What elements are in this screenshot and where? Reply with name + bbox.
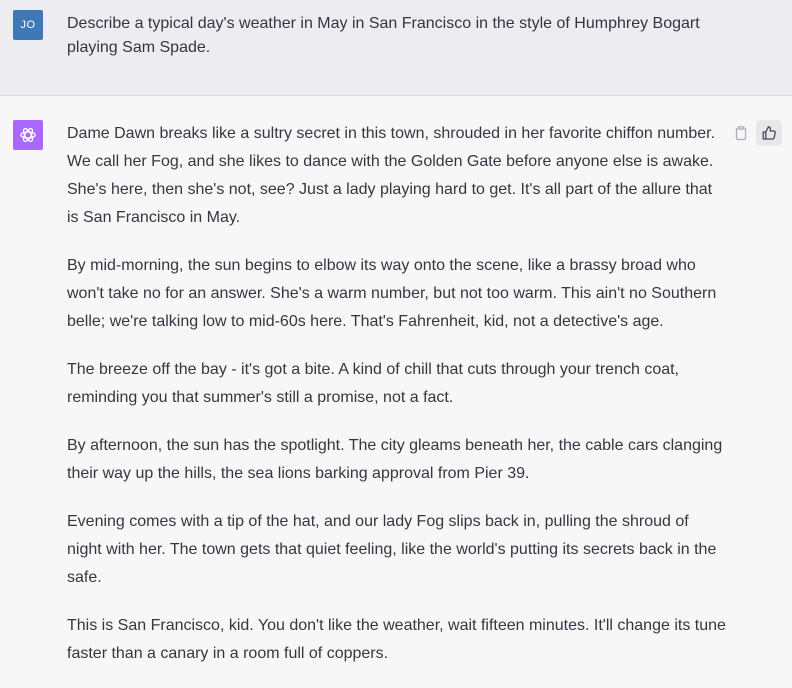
assistant-message-text <box>67 120 727 688</box>
assistant-message-row <box>0 97 792 685</box>
user-message-text: Describe a typical day's weather in May in San Francisco in the style of Humphrey Bogart playing Sam Spade. <box>67 15 700 56</box>
assistant-paragraph: By mid-morning, the sun begins to elbow its way onto the scene, like a brassy broad who won't take no for an answer. She's a warm number, but not too warm. This ain't no Southern belle; we're talking low to mid-60s here. That's Fahrenheit, kid, not a detective's age. <box>67 257 717 330</box>
assistant-paragraph: Dame Dawn breaks like a sultry secret in this town, shrouded in her favorite chiffon number. We call her Fog, and she likes to dance with the Golden Gate before anyone else is awake. She's here, then she's not, see? Just a lady playing hard to get. It's all part of the allure that is San Francisco in May. <box>67 125 716 226</box>
clipboard-icon <box>733 125 749 141</box>
like-button[interactable] <box>756 120 782 146</box>
openai-logo-icon <box>18 125 38 145</box>
message-actions <box>728 120 784 146</box>
user-message-row <box>0 0 792 96</box>
thumbs-up-icon <box>761 125 777 141</box>
assistant-paragraph: The breeze off the bay - it's got a bite. A kind of chill that cuts through your trench coat, reminding you that summer's still a promise, not a fact. <box>67 361 679 406</box>
user-avatar <box>13 10 43 40</box>
assistant-paragraph: By afternoon, the sun has the spotlight. The city gleams beneath her, the cable cars clanging their way up the hills, the sea lions barking approval from Pier 39. <box>67 437 723 482</box>
assistant-paragraph: Evening comes with a tip of the hat, and our lady Fog slips back in, pulling the shroud of night with her. The town gets that quiet feeling, like the world's putting its secrets back in the safe. <box>67 513 717 586</box>
assistant-paragraph: This is San Francisco, kid. You don't like the weather, wait fifteen minutes. It'll change its tune faster than a canary in a room full of coppers. <box>67 617 726 662</box>
user-avatar-initials: JO <box>20 19 36 31</box>
assistant-avatar <box>13 120 43 150</box>
copy-button[interactable] <box>728 120 754 146</box>
